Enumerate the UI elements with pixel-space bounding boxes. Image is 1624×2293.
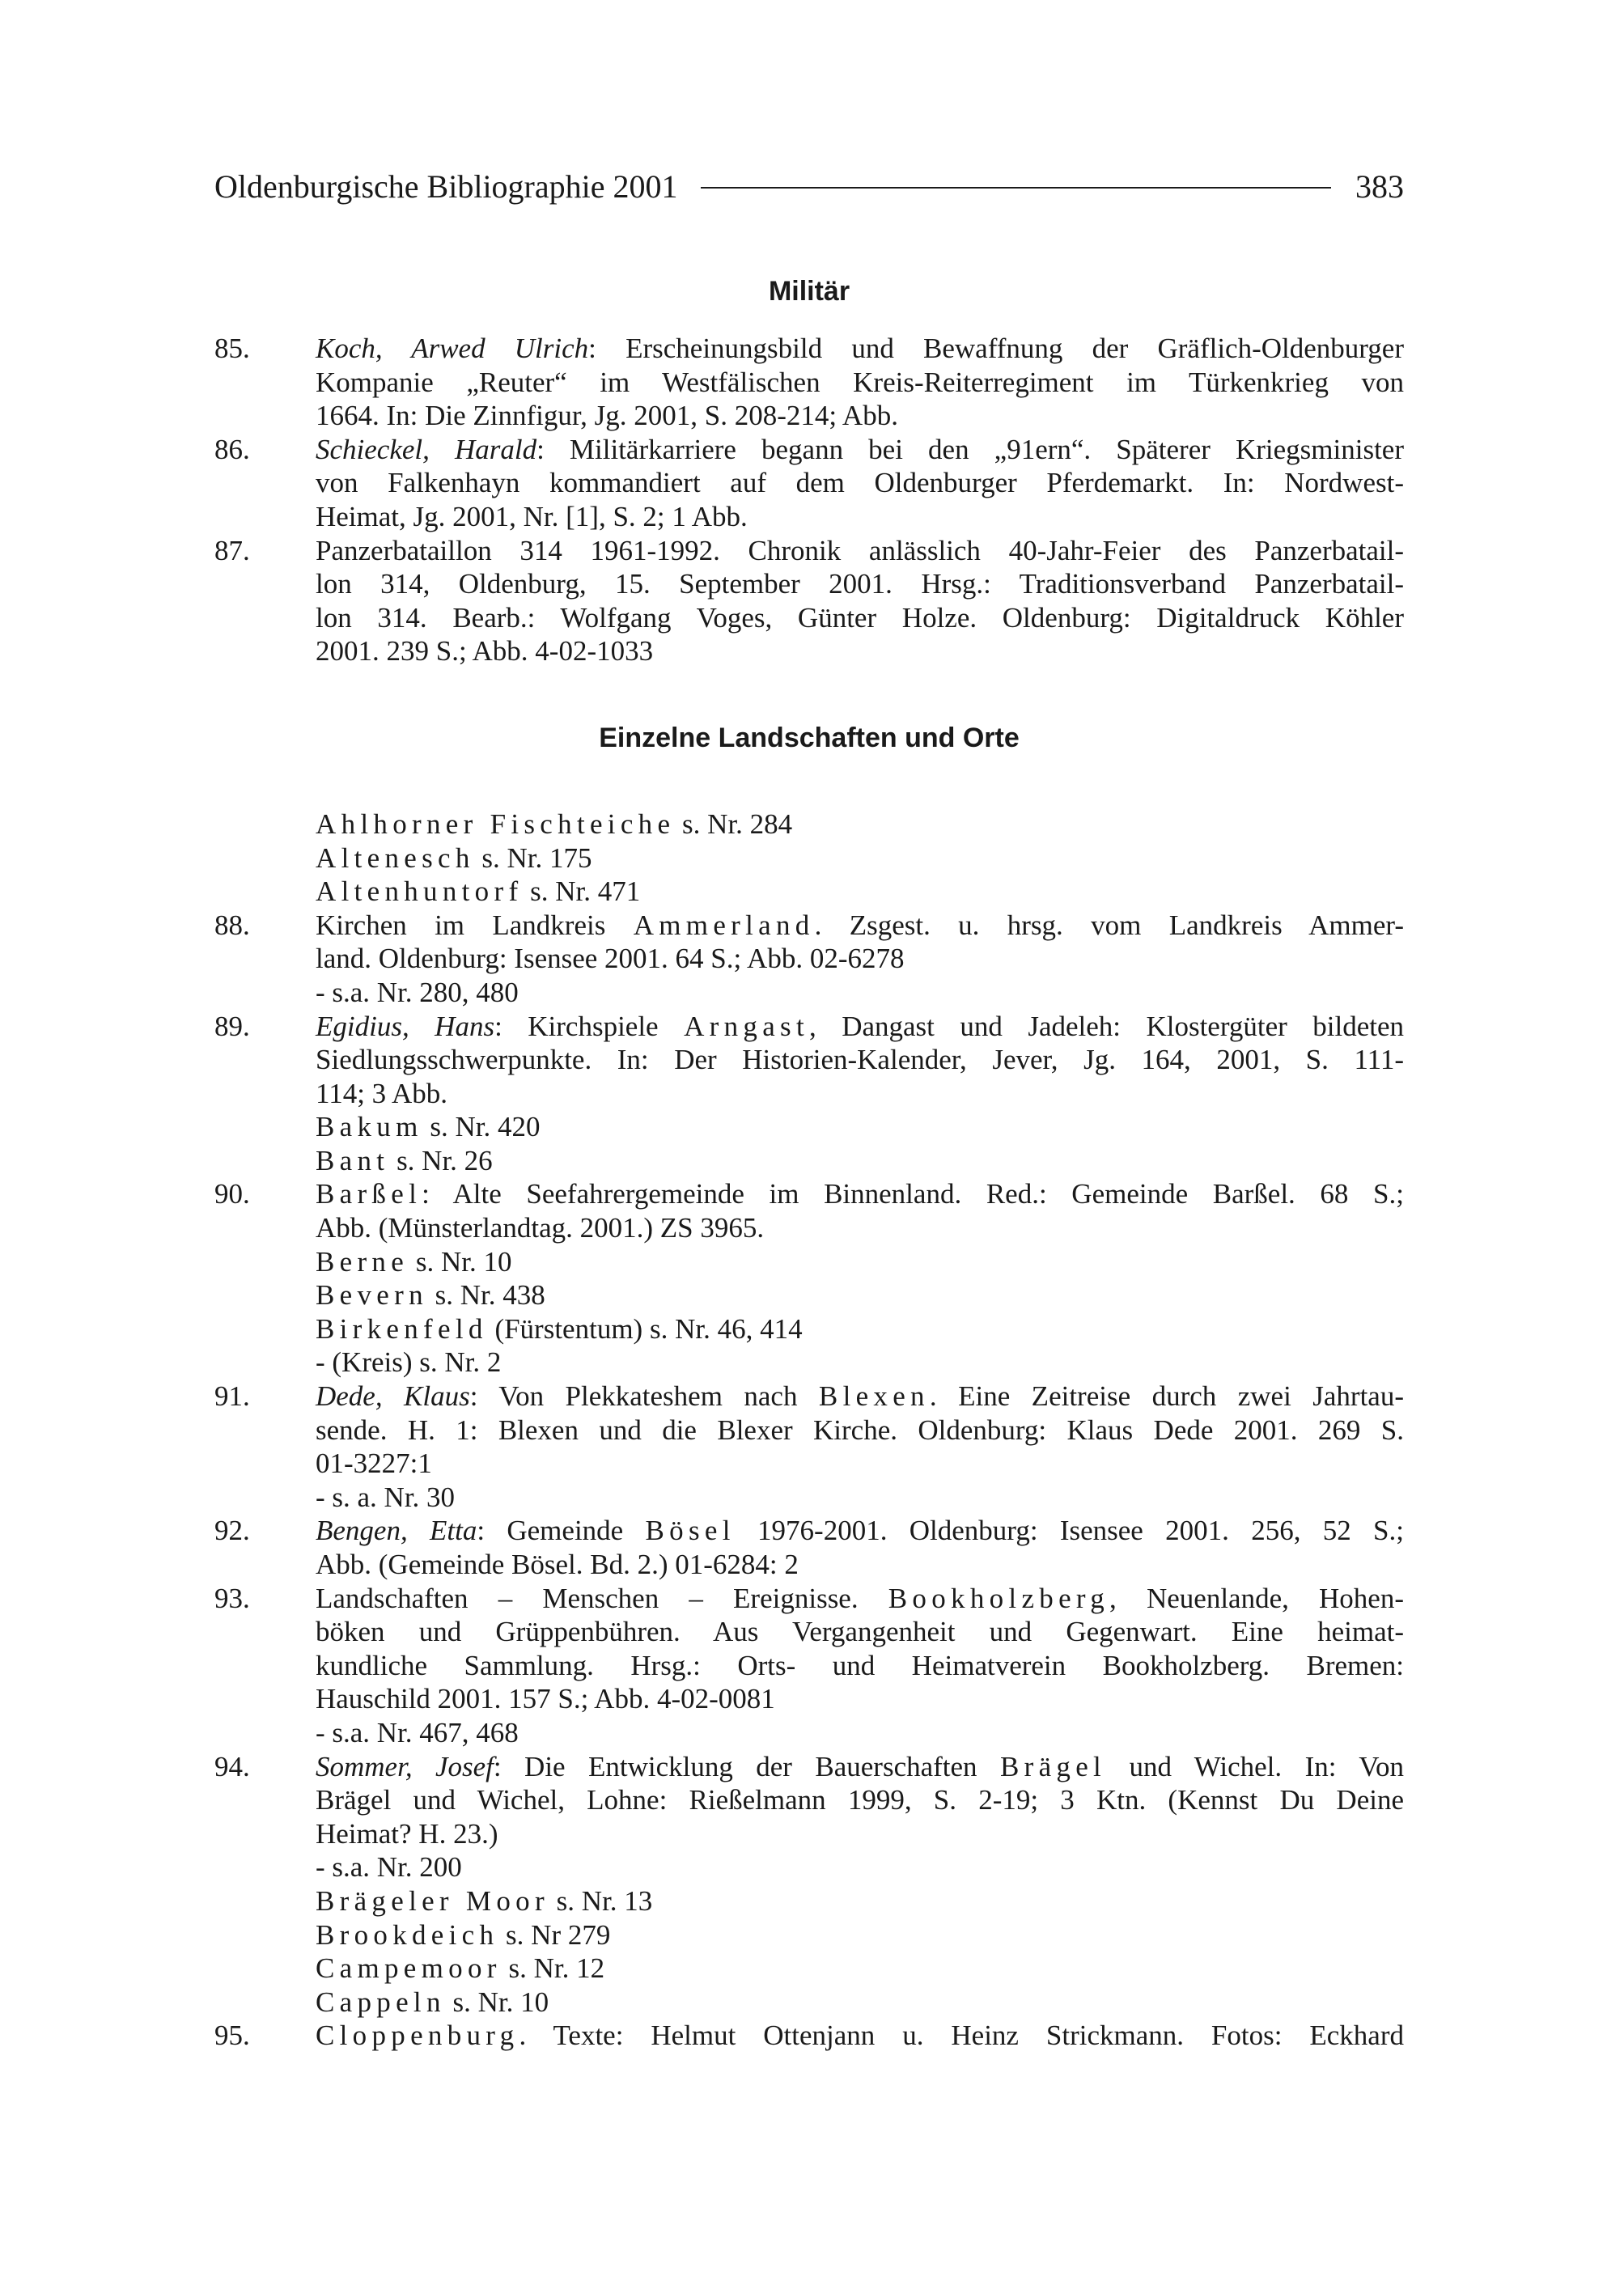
cross-reference: [214, 1144, 1404, 1178]
see-also: - s. a. Nr. 30: [316, 1481, 456, 1513]
entry-text: [316, 1750, 1404, 1884]
place-name: Bevern: [316, 1279, 428, 1312]
entry-line: Brägel und Wichel, Lohne: Rießelmann 1999, S. 2-19; 3 Ktn. (Kennst Du Deine: [316, 1784, 1404, 1816]
cross-reference: [214, 1884, 1404, 1918]
entry-line: : Kirchspiele: [494, 1010, 685, 1042]
entry-text: [316, 909, 1404, 1010]
reference-text: s. Nr. 420: [422, 1111, 541, 1143]
entry-line: Abb. (Münsterlandtag. 2001.) ZS 3965.: [316, 1212, 765, 1244]
entry-line: sende. H. 1: Blexen und die Blexer Kirche. Oldenburg: Klaus Dede 2001. 269 S.: [316, 1414, 1404, 1446]
cross-reference: [214, 1110, 1404, 1144]
see-also: - s.a. Nr. 200: [316, 1851, 462, 1884]
running-header: [214, 162, 1404, 210]
place-name: Bösel: [645, 1515, 736, 1547]
entry-author: Egidius, Hans: [316, 1010, 495, 1042]
entry-88: [214, 909, 1404, 1010]
entry-line: : Die Entwicklung der Bauerschaften: [493, 1750, 1000, 1782]
entry-number: 85.: [214, 333, 250, 364]
entry-text: [316, 1582, 1404, 1750]
entry-text: [316, 1514, 1404, 1581]
page-number: 383: [1355, 167, 1404, 205]
entry-line: und Wichel. In: Von: [1106, 1750, 1404, 1782]
header-rule: [701, 187, 1332, 189]
reference-text: s. Nr 279: [498, 1918, 611, 1951]
place-name: Brägeler Moor: [316, 1884, 549, 1917]
place-name: Campemoor: [316, 1952, 502, 1985]
entry-line: . Texte: Helmut Ottenjann u. Heinz Strickmann. Fotos: Eckhard: [519, 2020, 1404, 2052]
entry-95: [214, 2019, 1404, 2053]
entry-text: [316, 1010, 1404, 1111]
entry-author: Koch, Arwed Ulrich: [316, 333, 589, 364]
cross-reference: [214, 875, 1404, 909]
place-name: Blexen: [818, 1380, 930, 1413]
entry-line: land. Oldenburg: Isensee 2001. 64 S.; Abb. 02-6278: [316, 943, 905, 975]
entry-line: lon 314, Oldenburg, 15. September 2001. Hrsg.: Traditionsverband Panzerbatail-: [316, 568, 1404, 600]
reference-text: s. Nr. 438: [427, 1279, 545, 1312]
entry-93: [214, 1582, 1404, 1750]
entry-line: kundliche Sammlung. Hrsg.: Orts- und Heimatverein Bookholzberg. Bremen:: [316, 1649, 1404, 1681]
entry-line: Landschaften – Menschen – Ereignisse.: [316, 1582, 888, 1614]
section-heading-militaer: Militär: [768, 276, 850, 307]
reference-text: - (Kreis) s. Nr. 2: [316, 1346, 502, 1379]
place-name: Ahlhorner Fischteiche: [316, 807, 676, 840]
place-name: Barßel: [316, 1178, 422, 1210]
entry-90: [214, 1177, 1404, 1244]
entry-line: 1976-2001. Oldenburg: Isensee 2001. 256, 52 S.;: [735, 1515, 1404, 1547]
reference-text: s. Nr. 12: [501, 1952, 605, 1985]
reference-text: s. Nr. 284: [675, 807, 793, 840]
cross-reference: [214, 1278, 1404, 1312]
entry-number: 91.: [214, 1380, 250, 1413]
entry-text: [316, 332, 1404, 433]
entry-author: Schieckel, Harald: [316, 433, 537, 465]
entry-86: [214, 433, 1404, 534]
reference-text: s. Nr. 26: [389, 1144, 493, 1176]
place-name: Berne: [316, 1245, 409, 1278]
cross-reference: [214, 1312, 1404, 1346]
reference-text: s. Nr. 10: [409, 1245, 512, 1278]
place-name: Arngast: [684, 1010, 809, 1042]
entry-line: : Erscheinungsbild und Bewaffnung der Gräflich-Oldenburger: [588, 333, 1404, 364]
entry-text: [316, 1380, 1404, 1514]
reference-text: s. Nr. 175: [474, 841, 592, 874]
place-name: Cloppenburg: [316, 2020, 519, 2052]
entry-number: 93.: [214, 1582, 250, 1614]
entry-text: [316, 2019, 1404, 2053]
entry-line: Heimat? H. 23.): [316, 1817, 498, 1850]
entry-number: 95.: [214, 2020, 250, 2052]
section-heading-landschaften: Einzelne Landschaften und Orte: [599, 722, 1020, 753]
entry-92: [214, 1514, 1404, 1581]
entry-line: : Alte Seefahrergemeinde im Binnenland. Red.: Gemeinde Barßel. 68 S.;: [422, 1178, 1404, 1210]
entry-line: Abb. (Gemeinde Bösel. Bd. 2.) 01-6284: 2: [316, 1549, 799, 1580]
reference-text: s. Nr. 10: [445, 1986, 549, 2018]
entry-line: 1664. In: Die Zinnfigur, Jg. 2001, S. 208-214; Abb.: [316, 400, 898, 432]
see-also: - s.a. Nr. 280, 480: [316, 976, 519, 1008]
page-body: [214, 267, 1404, 2053]
place-name: Altenhuntorf: [316, 875, 524, 908]
entry-line: lon 314. Bearb.: Wolfgang Voges, Günter Holze. Oldenburg: Digitaldruck Köhler: [316, 601, 1404, 634]
entry-line: Heimat, Jg. 2001, Nr. [1], S. 2; 1 Abb.: [316, 500, 748, 532]
entry-line: Siedlungsschwerpunkte. In: Der Historien-Kalender, Jever, Jg. 164, 2001, S. 111-: [316, 1044, 1404, 1076]
entry-line: , Neuenlande, Hohen-: [1109, 1582, 1404, 1614]
entry-text: [316, 1177, 1404, 1244]
running-title: Oldenburgische Bibliographie 2001: [214, 167, 678, 205]
entry-line: 01-3227:1: [316, 1447, 432, 1480]
entry-text: [316, 433, 1404, 534]
entry-line: Panzerbataillon 314 1961-1992. Chronik anlässlich 40-Jahr-Feier des Panzerbatail-: [316, 534, 1404, 566]
entry-line: Kompanie „Reuter“ im Westfälischen Kreis-Reiterregiment im Türkenkrieg von: [316, 366, 1404, 398]
entry-number: 92.: [214, 1515, 250, 1547]
entry-number: 88.: [214, 909, 250, 941]
entry-number: 90.: [214, 1178, 250, 1210]
cross-reference: [214, 1346, 1404, 1380]
reference-text: s. Nr. 13: [549, 1884, 653, 1917]
entry-number: 89.: [214, 1010, 250, 1042]
place-name: Bookholzberg: [888, 1582, 1110, 1614]
entry-line: , Dangast und Jadeleh: Klostergüter bildeten: [808, 1010, 1404, 1042]
entry-85: [214, 332, 1404, 433]
entry-number: 94.: [214, 1750, 250, 1782]
entry-87: [214, 534, 1404, 668]
place-name: Altenesch: [316, 841, 475, 874]
cross-reference: [214, 1952, 1404, 1986]
entry-line: . Eine Zeitreise durch zwei Jahrtau-: [929, 1380, 1404, 1413]
reference-text: s. Nr. 471: [523, 875, 641, 908]
entry-line: Hauschild 2001. 157 S.; Abb. 4-02-0081: [316, 1683, 775, 1715]
entry-89: [214, 1010, 1404, 1111]
entry-line: : Militärkarriere begann bei den „91ern“. Späterer Kriegsminister: [536, 433, 1404, 465]
entry-91: [214, 1380, 1404, 1514]
entry-author: Dede, Klaus: [316, 1380, 470, 1413]
place-name: Cappeln: [316, 1986, 446, 2018]
place-name: Brookdeich: [316, 1918, 499, 1951]
place-name: Birkenfeld: [316, 1312, 488, 1345]
entry-94: [214, 1750, 1404, 1884]
cross-reference: [214, 1245, 1404, 1279]
entry-line: . Zsgest. u. hrsg. vom Landkreis Ammer-: [814, 909, 1404, 941]
entry-line: 114; 3 Abb.: [316, 1077, 448, 1109]
cross-reference: [214, 1918, 1404, 1952]
entry-line: von Falkenhayn kommandiert auf dem Oldenburger Pferdemarkt. In: Nordwest-: [316, 467, 1404, 499]
entry-line: böken und Grüppenbühren. Aus Vergangenheit und Gegenwart. Eine heimat-: [316, 1616, 1404, 1648]
entry-line: Kirchen im Landkreis: [316, 909, 634, 941]
entry-author: Bengen, Etta: [316, 1515, 477, 1547]
entry-number: 86.: [214, 433, 250, 465]
reference-text: (Fürstentum) s. Nr. 46, 414: [487, 1312, 803, 1345]
place-name: Bakum: [316, 1111, 423, 1143]
cross-reference: [214, 841, 1404, 875]
entry-line: 2001. 239 S.; Abb. 4-02-1033: [316, 635, 654, 668]
entry-author: Sommer, Josef: [316, 1750, 494, 1782]
cross-reference: [214, 1986, 1404, 2020]
place-name: Ammerland: [633, 909, 815, 941]
entry-line: : Von Plekkateshem nach: [469, 1380, 819, 1413]
entry-text: [316, 534, 1404, 668]
cross-reference: [214, 807, 1404, 841]
entry-line: : Gemeinde: [477, 1515, 646, 1547]
see-also: - s.a. Nr. 467, 468: [316, 1716, 519, 1748]
place-name: Bant: [316, 1144, 390, 1176]
place-name: Brägel: [999, 1750, 1107, 1782]
entry-number: 87.: [214, 534, 250, 566]
